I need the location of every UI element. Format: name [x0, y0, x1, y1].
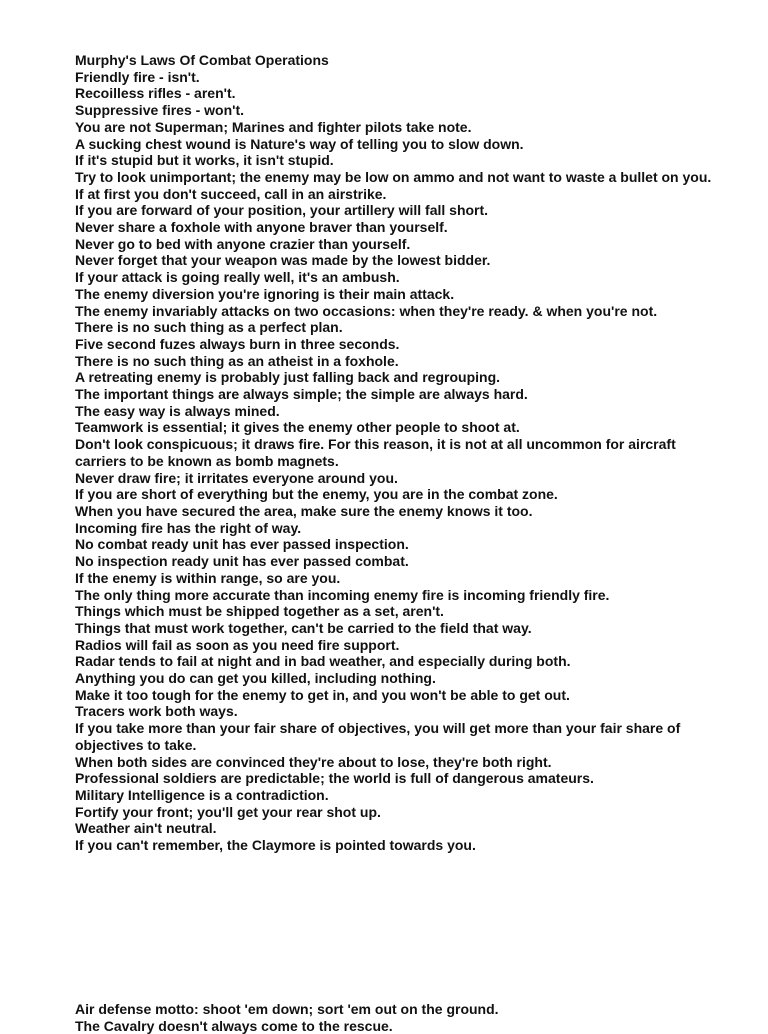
law-line: When both sides are convinced they're about to lose, they're both right.	[75, 753, 552, 770]
law-line: You are not Superman; Marines and fighter pilots take note.	[75, 118, 472, 135]
law-line: There is no such thing as an atheist in a foxhole.	[75, 352, 399, 369]
footer-line: The Cavalry doesn't always come to the rescue.	[75, 1017, 393, 1034]
law-line: Tracers work both ways.	[75, 703, 238, 720]
law-line: The easy way is always mined.	[75, 402, 280, 419]
law-line: Try to look unimportant; the enemy may be low on ammo and not want to waste a bullet on you.	[75, 168, 712, 185]
law-line: Suppressive fires - won't.	[75, 102, 245, 119]
law-line: If your attack is going really well, it's an ambush.	[75, 269, 400, 286]
document-body	[75, 52, 715, 854]
law-line: A sucking chest wound is Nature's way of telling you to slow down.	[75, 135, 524, 152]
law-line: Anything you do can get you killed, including nothing.	[75, 670, 436, 687]
law-line: Things which must be shipped together as a set, aren't.	[75, 603, 444, 620]
law-line: Five second fuzes always burn in three seconds.	[75, 335, 400, 352]
law-line: Never draw fire; it irritates everyone around you.	[75, 469, 398, 486]
footer-line: Air defense motto: shoot 'em down; sort 'em out on the ground.	[75, 1001, 499, 1017]
law-line: A retreating enemy is probably just falling back and regrouping.	[75, 369, 501, 386]
law-line: When you have secured the area, make sure the enemy knows it too.	[75, 502, 533, 519]
law-line: Military Intelligence is a contradiction.	[75, 786, 329, 803]
law-line: Teamwork is essential; it gives the enemy other people to shoot at.	[75, 419, 520, 436]
law-line: Radar tends to fail at night and in bad weather, and especially during both.	[75, 653, 571, 670]
law-line: If at first you don't succeed, call in an airstrike.	[75, 185, 387, 202]
law-line: If it's stupid but it works, it isn't stupid.	[75, 152, 334, 169]
law-line: Never go to bed with anyone crazier than yourself.	[75, 235, 411, 252]
law-line: Fortify your front; you'll get your rear shot up.	[75, 803, 381, 820]
law-line: Make it too tough for the enemy to get in, and you won't be able to get out.	[75, 686, 570, 703]
law-line: The only thing more accurate than incoming enemy fire is incoming friendly fire.	[75, 586, 610, 603]
law-line: Friendly fire - isn't.	[75, 68, 200, 85]
law-line: Incoming fire has the right of way.	[75, 519, 302, 536]
law-line: Recoilless rifles - aren't.	[75, 85, 236, 102]
law-line: If you are forward of your position, your artillery will fall short.	[75, 202, 489, 219]
law-line: No inspection ready unit has ever passed combat.	[75, 553, 409, 570]
law-line: Weather ain't neutral.	[75, 820, 217, 837]
law-line: If you are short of everything but the enemy, you are in the combat zone.	[75, 486, 558, 503]
document-title: Murphy's Laws Of Combat Operations	[75, 52, 329, 68]
law-line: The enemy invariably attacks on two occasions: when they're ready. & when you're not.	[75, 302, 658, 319]
law-line: Never share a foxhole with anyone braver than yourself.	[75, 219, 448, 236]
law-line: No combat ready unit has ever passed inspection.	[75, 536, 409, 553]
law-line: Professional soldiers are predictable; the world is full of dangerous amateurs.	[75, 770, 594, 787]
law-line: Radios will fail as soon as you need fire support.	[75, 636, 400, 653]
law-line: Never forget that your weapon was made by the lowest bidder.	[75, 252, 491, 269]
document-footer	[75, 1001, 715, 1034]
laws-list	[75, 69, 715, 854]
law-line: Things that must work together, can't be carried to the field that way.	[75, 619, 532, 636]
law-line: The enemy diversion you're ignoring is their main attack.	[75, 285, 455, 302]
law-line: The important things are always simple; the simple are always hard.	[75, 386, 528, 403]
law-line: There is no such thing as a perfect plan.	[75, 319, 343, 336]
law-line: Don't look conspicuous; it draws fire. For this reason, it is not at all uncommon for aircraft carriers to be known as bomb magnets.	[75, 436, 676, 469]
law-line: If you can't remember, the Claymore is pointed towards you.	[75, 837, 476, 854]
law-line: If the enemy is within range, so are you.	[75, 569, 341, 586]
law-line: If you take more than your fair share of objectives, you will get more than your fair share of objectives to take.	[75, 720, 681, 753]
